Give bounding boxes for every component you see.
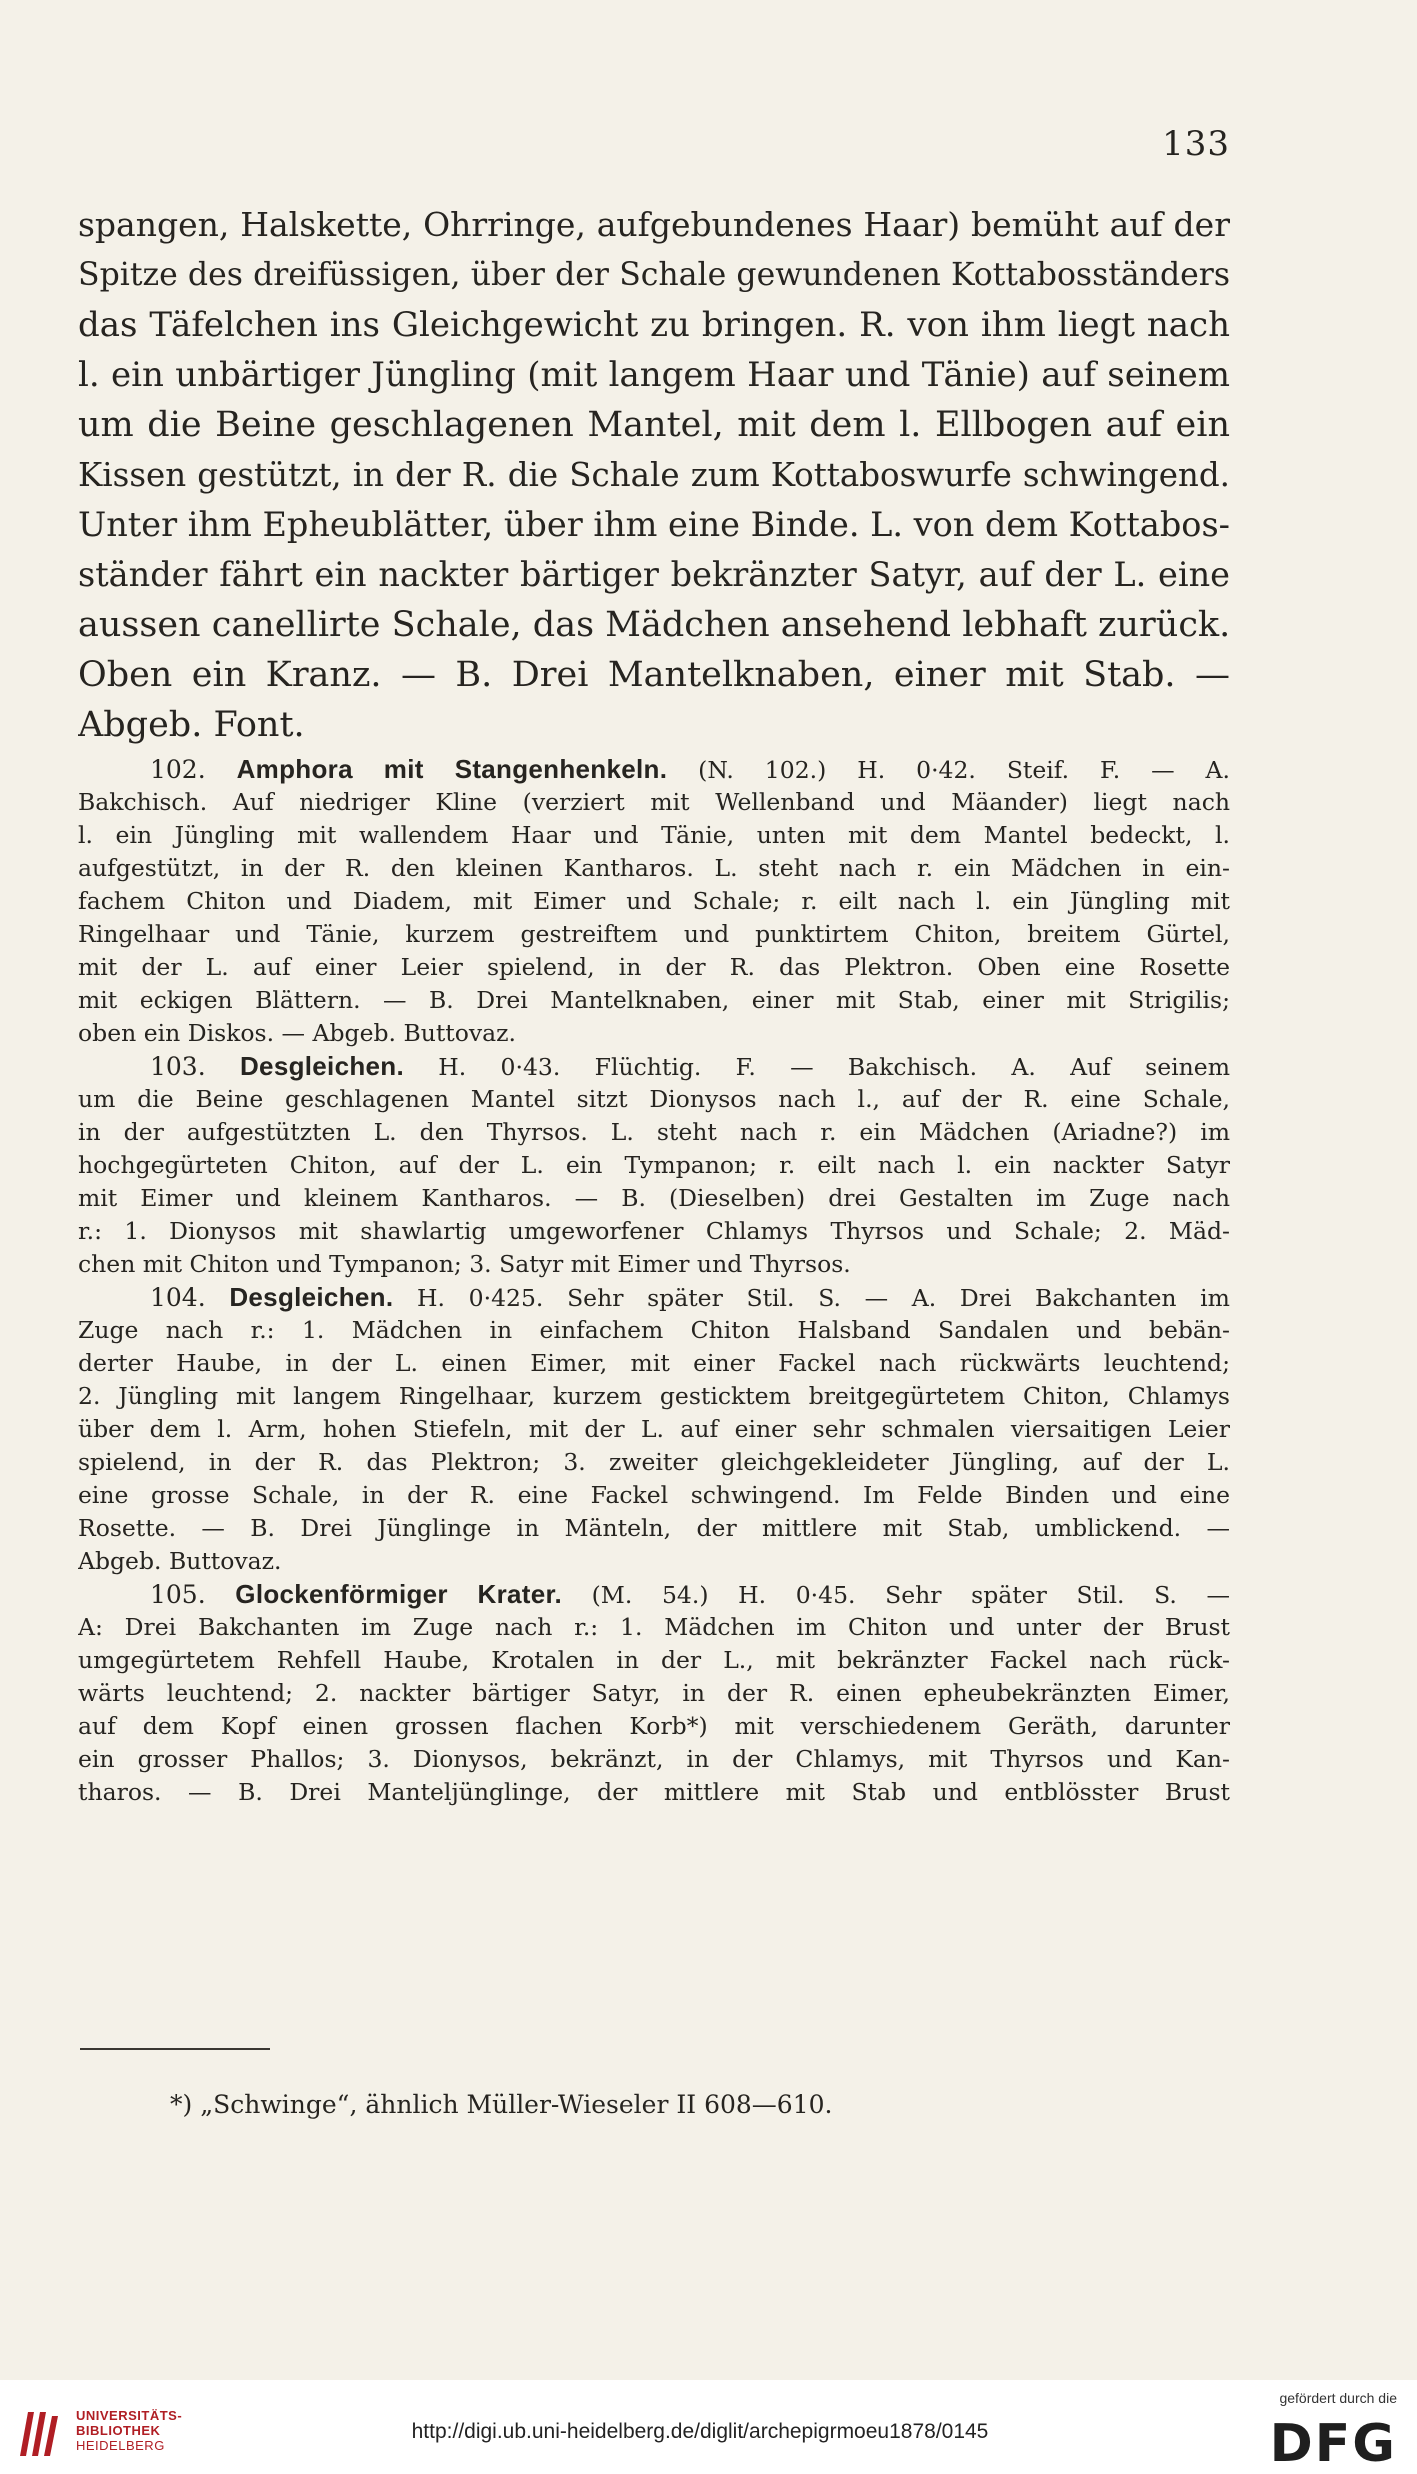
entry-heading-rest: H. 0·43. Flüchtig. F. — Bakchisch. A. Auf seinem	[438, 1053, 1230, 1081]
entry-heading-line	[78, 1050, 1230, 1083]
text-line: eine grosse Schale, in der R. eine Fackel schwingend. Im Felde Binden und eine	[78, 1481, 1230, 1509]
entry-number: 104.	[150, 1283, 206, 1312]
text-line: um die Beine geschlagenen Mantel sitzt Dionysos nach l., auf der R. eine Schale,	[78, 1085, 1230, 1113]
text-line: l. ein unbärtiger Jüngling (mit langem Haar und Tänie) auf seinem	[78, 355, 1230, 395]
text-line: spielend, in der R. das Plektron; 3. zweiter gleichgekleideter Jüngling, auf der L.	[78, 1448, 1230, 1476]
text-line: aufgestützt, in der R. den kleinen Kantharos. L. steht nach r. ein Mädchen in ein-	[78, 854, 1230, 882]
library-name-line: BIBLIOTHEK	[76, 2423, 161, 2438]
digitization-footer	[0, 2380, 1417, 2474]
text-line: fachem Chiton und Diadem, mit Eimer und Schale; r. eilt nach l. ein Jüngling mit	[78, 887, 1230, 915]
catalog-entry-102	[78, 753, 1230, 1050]
text-line: r.: 1. Dionysos mit shawlartig umgeworfener Chlamys Thyrsos und Schale; 2. Mäd-	[78, 1217, 1230, 1245]
entry-heading-line	[78, 1578, 1230, 1611]
entry-title: Desgleichen.	[229, 1282, 394, 1312]
entry-heading-line	[78, 753, 1230, 786]
dfg-logo: DFG	[1269, 2414, 1397, 2474]
entry-title: Amphora mit Stangenhenkeln.	[236, 754, 668, 784]
text-line: 2. Jüngling mit langem Ringelhaar, kurzem gesticktem breitgegürtetem Chiton, Chlamys	[78, 1382, 1230, 1410]
entry-heading-rest: (N. 102.) H. 0·42. Steif. F. — A.	[698, 756, 1230, 784]
text-line: umgegürtetem Rehfell Haube, Krotalen in der L., mit bekränzter Fackel nach rück-	[78, 1646, 1230, 1674]
catalog-entry-103	[78, 1050, 1230, 1281]
text-line: hochgegürteten Chiton, auf der L. ein Tympanon; r. eilt nach l. ein nackter Satyr	[78, 1151, 1230, 1179]
text-line: oben ein Diskos. — Abgeb. Buttovaz.	[78, 1019, 517, 1047]
text-line: ein grosser Phallos; 3. Dionysos, bekränzt, in der Chlamys, mit Thyrsos und Kan-	[78, 1745, 1230, 1773]
catalog-entry-104	[78, 1281, 1230, 1578]
text-line: Zuge nach r.: 1. Mädchen in einfachem Chiton Halsband Sandalen und bebän-	[78, 1316, 1230, 1344]
entry-number: 102.	[150, 755, 206, 784]
entry-heading-line	[78, 1281, 1230, 1314]
text-line: Kissen gestützt, in der R. die Schale zum Kottaboswurfe schwingend.	[78, 456, 1230, 494]
entry-number: 105.	[150, 1580, 206, 1609]
text-line: Abgeb. Font.	[78, 705, 305, 745]
text-line: mit Eimer und kleinem Kantharos. — B. (Dieselben) drei Gestalten im Zuge nach	[78, 1184, 1230, 1212]
entry-title: Glockenförmiger Krater.	[235, 1579, 563, 1609]
catalog-entry-105	[78, 1578, 1230, 1809]
text-line: ständer fährt ein nackter bärtiger bekränzter Satyr, auf der L. eine	[78, 555, 1230, 594]
text-line: spangen, Halskette, Ohrringe, aufgebundenes Haar) bemüht auf der	[78, 205, 1230, 244]
text-line: Ringelhaar und Tänie, kurzem gestreiftem und punktirtem Chiton, breitem Gürtel,	[78, 920, 1230, 948]
text-line: Oben ein Kranz. — B. Drei Mantelknaben, einer mit Stab. —	[78, 655, 1230, 695]
footnote: *) „Schwinge“, ähnlich Müller-Wieseler II 608—610.	[170, 2090, 833, 2119]
funder-label: gefördert durch die	[1279, 2390, 1397, 2406]
library-name-line: HEIDELBERG	[76, 2438, 165, 2453]
text-line: in der aufgestützten L. den Thyrsos. L. steht nach r. ein Mädchen (Ariadne?) im	[78, 1118, 1230, 1146]
text-line: wärts leuchtend; 2. nackter bärtiger Satyr, in der R. einen epheubekränzten Eimer,	[78, 1679, 1230, 1707]
catalog-entries	[78, 753, 1230, 1809]
text-line: A: Drei Bakchanten im Zuge nach r.: 1. Mädchen im Chiton und unter der Brust	[78, 1613, 1230, 1641]
library-name	[76, 2408, 182, 2453]
text-line: auf dem Kopf einen grossen flachen Korb*) mit verschiedenem Geräth, darunter	[78, 1712, 1230, 1740]
text-line: chen mit Chiton und Tympanon; 3. Satyr mit Eimer und Thyrsos.	[78, 1250, 851, 1278]
text-line: Spitze des dreifüssigen, über der Schale gewundenen Kottabosständers	[78, 257, 1230, 293]
library-name-line: UNIVERSITÄTS-	[76, 2408, 183, 2423]
continuation-paragraph	[78, 200, 1230, 750]
permalink-url[interactable]: http://digi.ub.uni-heidelberg.de/diglit/archepigrmoeu1878/0145	[411, 2420, 989, 2443]
text-line: derter Haube, in der L. einen Eimer, mit einer Fackel nach rückwärts leuchtend;	[78, 1349, 1230, 1377]
entry-title: Desgleichen.	[239, 1051, 404, 1081]
entry-heading-rest: (M. 54.) H. 0·45. Sehr später Stil. S. —	[591, 1581, 1230, 1609]
page-number: 133	[1162, 124, 1230, 164]
text-line: das Täfelchen ins Gleichgewicht zu bringen. R. von ihm liegt nach	[78, 305, 1230, 345]
text-line: Bakchisch. Auf niedriger Kline (verziert mit Wellenband und Mäander) liegt nach	[78, 788, 1230, 816]
text-line: Unter ihm Epheublätter, über ihm eine Binde. L. von dem Kottabos-	[78, 505, 1230, 544]
entry-number: 103.	[150, 1052, 206, 1081]
university-library-logo-icon	[14, 2406, 60, 2458]
text-line: aussen canellirte Schale, das Mädchen ansehend lebhaft zurück.	[78, 605, 1230, 645]
text-line: mit der L. auf einer Leier spielend, in der R. das Plektron. Oben eine Rosette	[78, 953, 1230, 981]
text-line: um die Beine geschlagenen Mantel, mit dem l. Ellbogen auf ein	[78, 405, 1230, 445]
text-line: tharos. — B. Drei Manteljünglinge, der mittlere mit Stab und entblösster Brust	[78, 1778, 1230, 1806]
entry-heading-rest: H. 0·425. Sehr später Stil. S. — A. Drei Bakchanten im	[417, 1284, 1230, 1312]
text-line: Rosette. — B. Drei Jünglinge in Mänteln, der mittlere mit Stab, umblickend. —	[78, 1514, 1230, 1542]
text-line: mit eckigen Blättern. — B. Drei Mantelknaben, einer mit Stab, einer mit Strigilis;	[78, 986, 1230, 1014]
footnote-divider	[80, 2048, 270, 2050]
text-line: über dem l. Arm, hohen Stiefeln, mit der L. auf einer sehr schmalen viersaitigen Leier	[78, 1415, 1230, 1443]
text-line: Abgeb. Buttovaz.	[78, 1547, 282, 1575]
text-line: l. ein Jüngling mit wallendem Haar und Tänie, unten mit dem Mantel bedeckt, l.	[78, 821, 1230, 849]
